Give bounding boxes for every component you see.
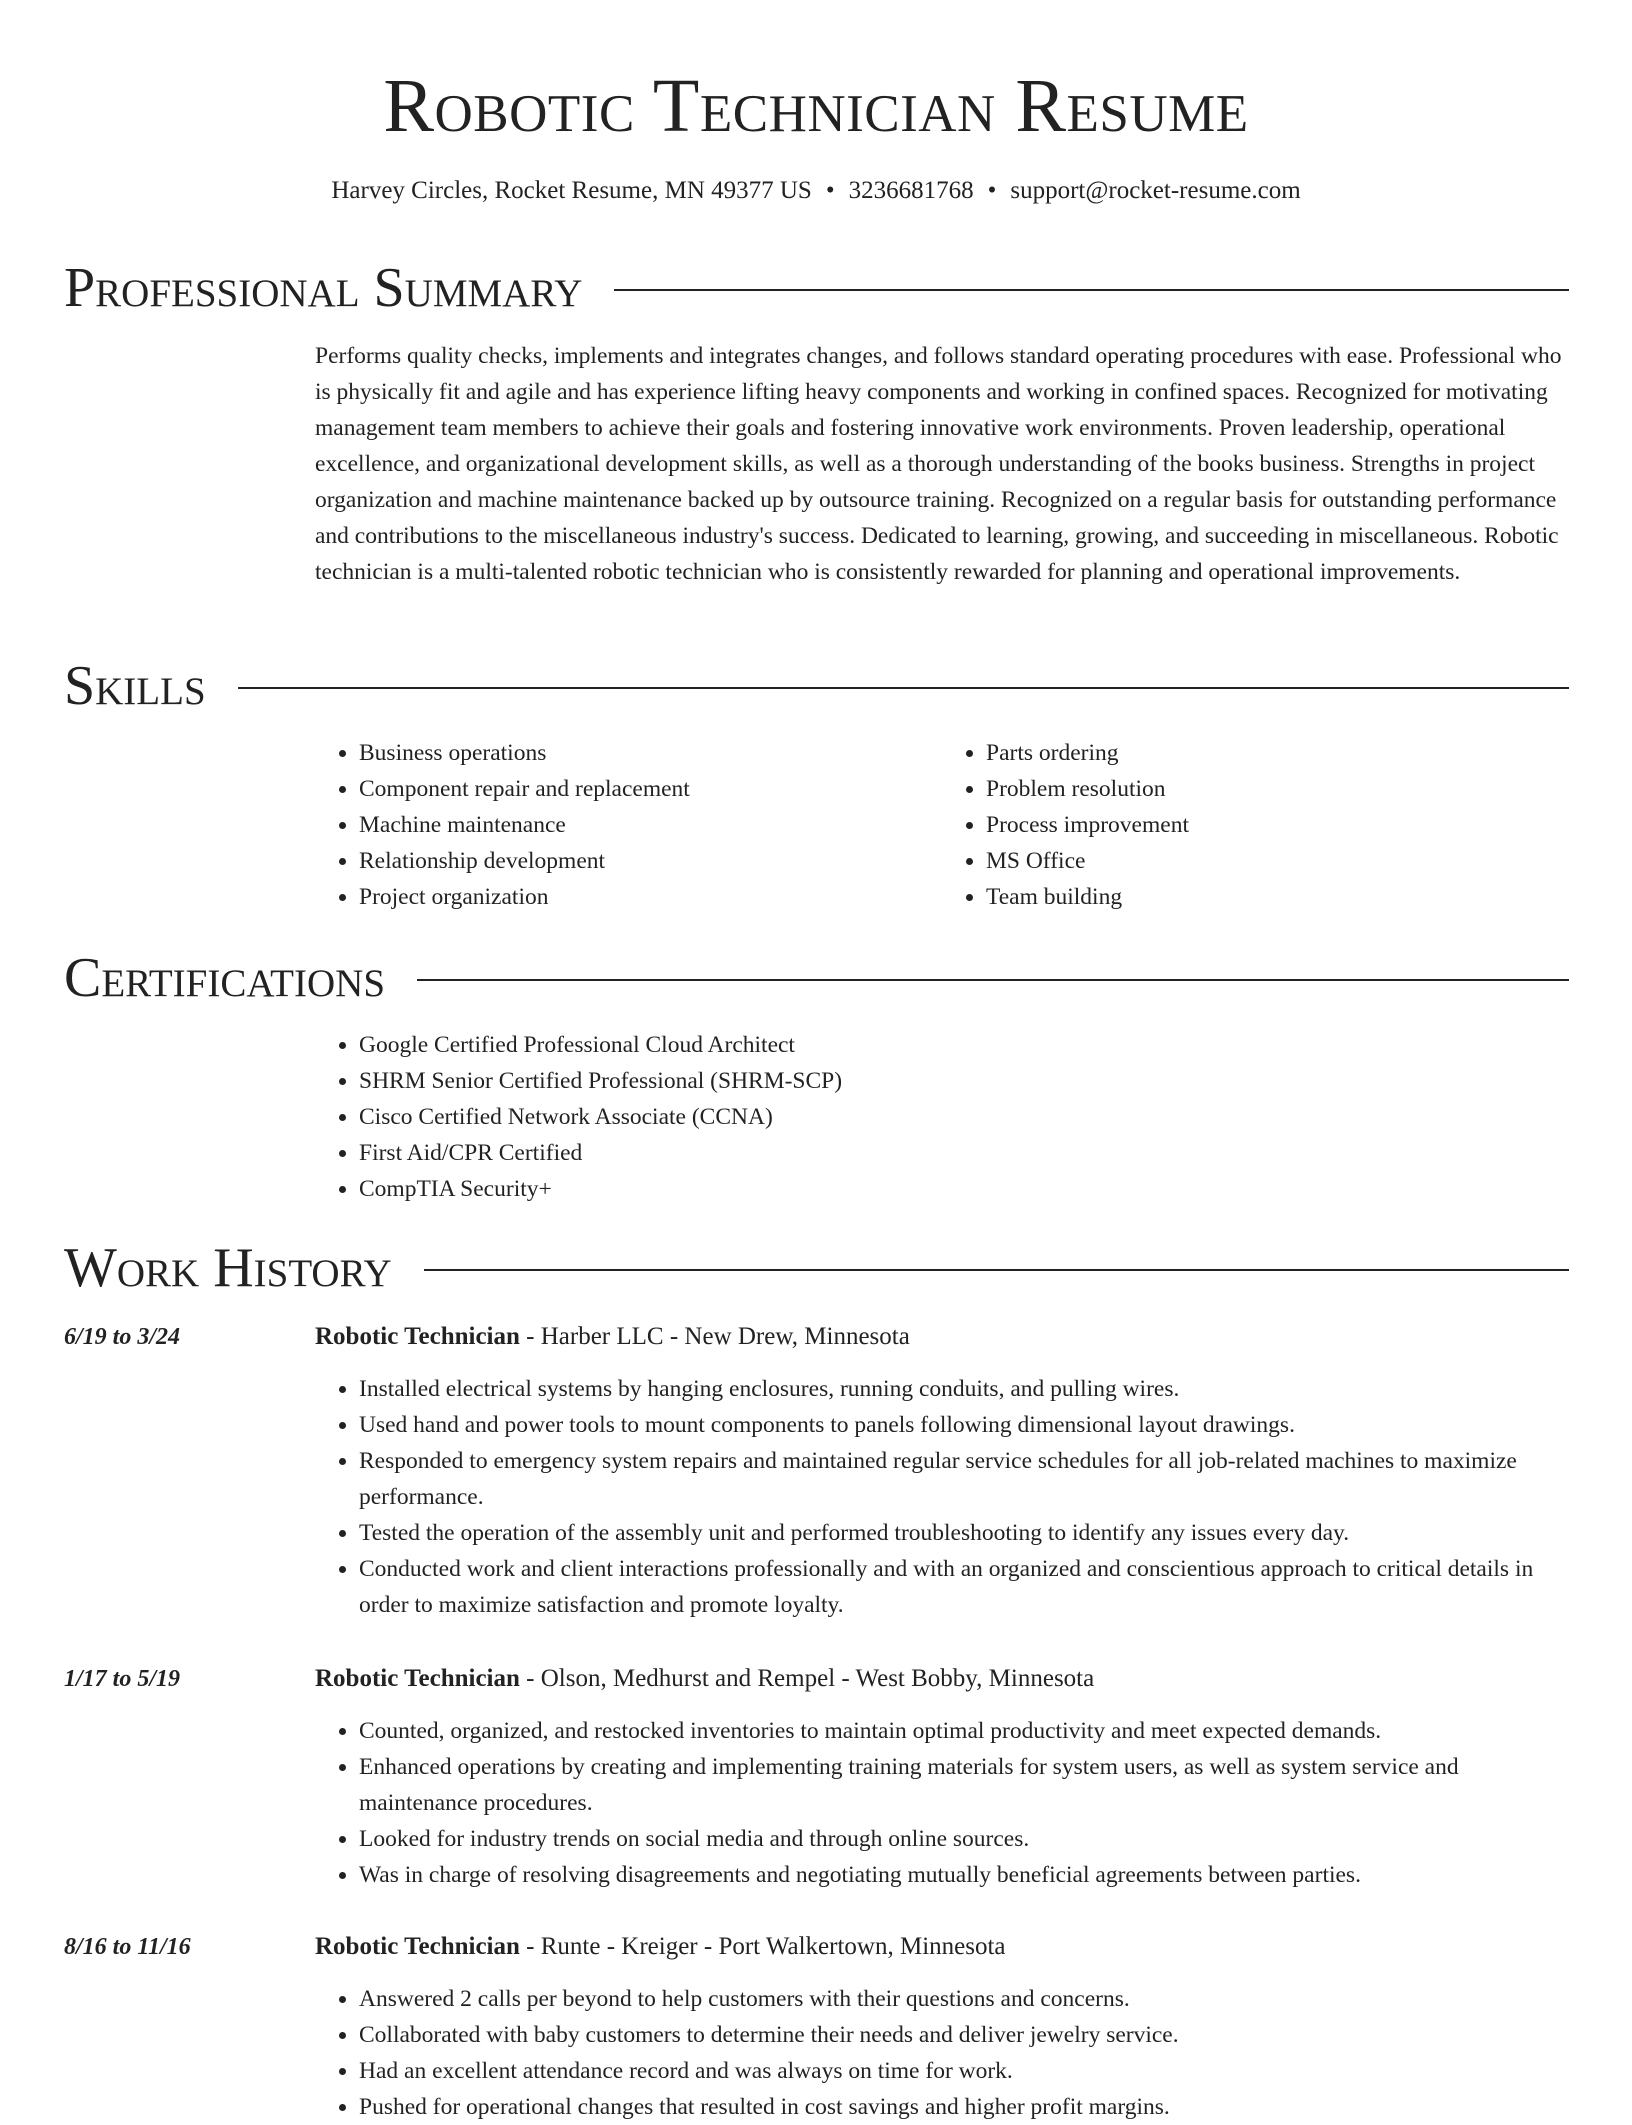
list-item: • Parts ordering — [986, 735, 1569, 771]
job-entry — [315, 1319, 1569, 1623]
list-item: • Pushed for operational changes that resulted in cost savings and higher profit margins. — [359, 2089, 1569, 2125]
summary-content — [315, 338, 1569, 590]
skills-list-left — [315, 735, 942, 915]
job-dates: 6/19 to 3/24 — [64, 1324, 181, 1350]
summary-heading: Professional Summary — [64, 257, 583, 319]
job-entry — [315, 1929, 1569, 2125]
list-item: • Cisco Certified Network Associate (CCNA) — [359, 1099, 1569, 1135]
list-item: • Team building — [986, 879, 1569, 915]
summary-text: Performs quality checks, implements and integrates changes, and follows standard operating procedures with ease. Professional who is physically fit and agile and has experience lifting heavy components and working in confined spaces. Recognized for motivating management team members to achieve their goals and fostering innovative work environments. Proven leadership, operational excellence, and organizational development skills, as well as a thorough understanding of the books business. Strengths in project organization and machine maintenance backed up by outsource training. Recognized on a regular basis for outstanding performance and contributions to the miscellaneous industry's success. Dedicated to learning, growing, and succeeding in miscellaneous. Robotic technician is a multi-talented robotic technician who is consistently rewarded for planning and operational improvements. — [315, 343, 1562, 585]
list-item: • Responded to emergency system repairs and maintained regular service schedules for all job-related machines to maximize performance. — [359, 1443, 1569, 1515]
list-item: • First Aid/CPR Certified — [359, 1135, 1569, 1171]
certifications-content — [315, 1027, 1569, 1207]
contact-separator: • — [987, 177, 997, 204]
section-divider — [614, 289, 1569, 291]
skills-columns — [315, 735, 1569, 915]
list-item: • CompTIA Security+ — [359, 1171, 1569, 1207]
list-item: • Google Certified Professional Cloud Architect — [359, 1027, 1569, 1063]
job-entry — [315, 1661, 1569, 1893]
job-role: Robotic Technician — [315, 1323, 520, 1350]
job-duties-list — [315, 1981, 1569, 2125]
list-item: • Machine maintenance — [359, 807, 942, 843]
contact-line — [0, 174, 1632, 208]
list-item: • Project organization — [359, 879, 942, 915]
skills-content — [315, 735, 1569, 915]
section-divider — [238, 687, 1569, 689]
job-title-line — [315, 1929, 1569, 1965]
list-item: • MS Office — [986, 843, 1569, 879]
skills-heading: Skills — [64, 655, 206, 717]
list-item: • Collaborated with baby customers to determine their needs and deliver jewelry service. — [359, 2017, 1569, 2053]
certifications-heading: Certifications — [64, 947, 386, 1009]
job-role: Robotic Technician — [315, 1933, 520, 1960]
job-dates: 1/17 to 5/19 — [64, 1666, 181, 1692]
job-role: Robotic Technician — [315, 1665, 520, 1692]
job-dates: 8/16 to 11/16 — [64, 1934, 191, 1960]
work-section-header — [64, 1236, 1569, 1300]
resume-title: Robotic Technician Resume — [383, 64, 1249, 148]
list-item: • Enhanced operations by creating and implementing training materials for system users, as well as system service and maintenance procedures. — [359, 1749, 1569, 1821]
job-title-line — [315, 1319, 1569, 1355]
summary-section-header — [64, 256, 1569, 320]
list-item: • Used hand and power tools to mount components to panels following dimensional layout drawings. — [359, 1407, 1569, 1443]
skills-list-right — [942, 735, 1569, 915]
contact-address: Harvey Circles, Rocket Resume, MN 49377 US — [331, 177, 812, 204]
job-duties-list — [315, 1713, 1569, 1893]
contact-phone: 3236681768 — [848, 177, 974, 204]
list-item: • Installed electrical systems by hanging enclosures, running conduits, and pulling wires. — [359, 1371, 1569, 1407]
contact-separator: • — [825, 177, 835, 204]
list-item: • Was in charge of resolving disagreements and negotiating mutually beneficial agreements between parties. — [359, 1857, 1569, 1893]
list-item: • Counted, organized, and restocked inventories to maintain optimal productivity and meet expected demands. — [359, 1713, 1569, 1749]
section-divider — [424, 1269, 1569, 1271]
list-item: • Conducted work and client interactions professionally and with an organized and conscientious approach to critical details in order to maximize satisfaction and promote loyalty. — [359, 1551, 1569, 1623]
job-title-line — [315, 1661, 1569, 1697]
list-item: • Had an excellent attendance record and was always on time for work. — [359, 2053, 1569, 2089]
section-divider — [417, 979, 1569, 981]
skills-section-header — [64, 654, 1569, 718]
list-item: • Looked for industry trends on social media and through online sources. — [359, 1821, 1569, 1857]
list-item: • Process improvement — [986, 807, 1569, 843]
list-item: • Problem resolution — [986, 771, 1569, 807]
list-item: • Relationship development — [359, 843, 942, 879]
work-heading: Work History — [64, 1237, 392, 1299]
certifications-section-header — [64, 946, 1569, 1010]
list-item: • Business operations — [359, 735, 942, 771]
contact-email: support@rocket-resume.com — [1010, 177, 1301, 204]
list-item: • Component repair and replacement — [359, 771, 942, 807]
list-item: • Tested the operation of the assembly unit and performed troubleshooting to identify any issues every day. — [359, 1515, 1569, 1551]
job-employer: - Olson, Medhurst and Rempel - West Bobby, Minnesota — [519, 1665, 1095, 1692]
job-duties-list — [315, 1371, 1569, 1623]
job-employer: - Runte - Kreiger - Port Walkertown, Minnesota — [519, 1933, 1006, 1960]
job-employer: - Harber LLC - New Drew, Minnesota — [519, 1323, 910, 1350]
list-item: • SHRM Senior Certified Professional (SHRM-SCP) — [359, 1063, 1569, 1099]
list-item: • Answered 2 calls per beyond to help customers with their questions and concerns. — [359, 1981, 1569, 2017]
certifications-list — [315, 1027, 1569, 1207]
